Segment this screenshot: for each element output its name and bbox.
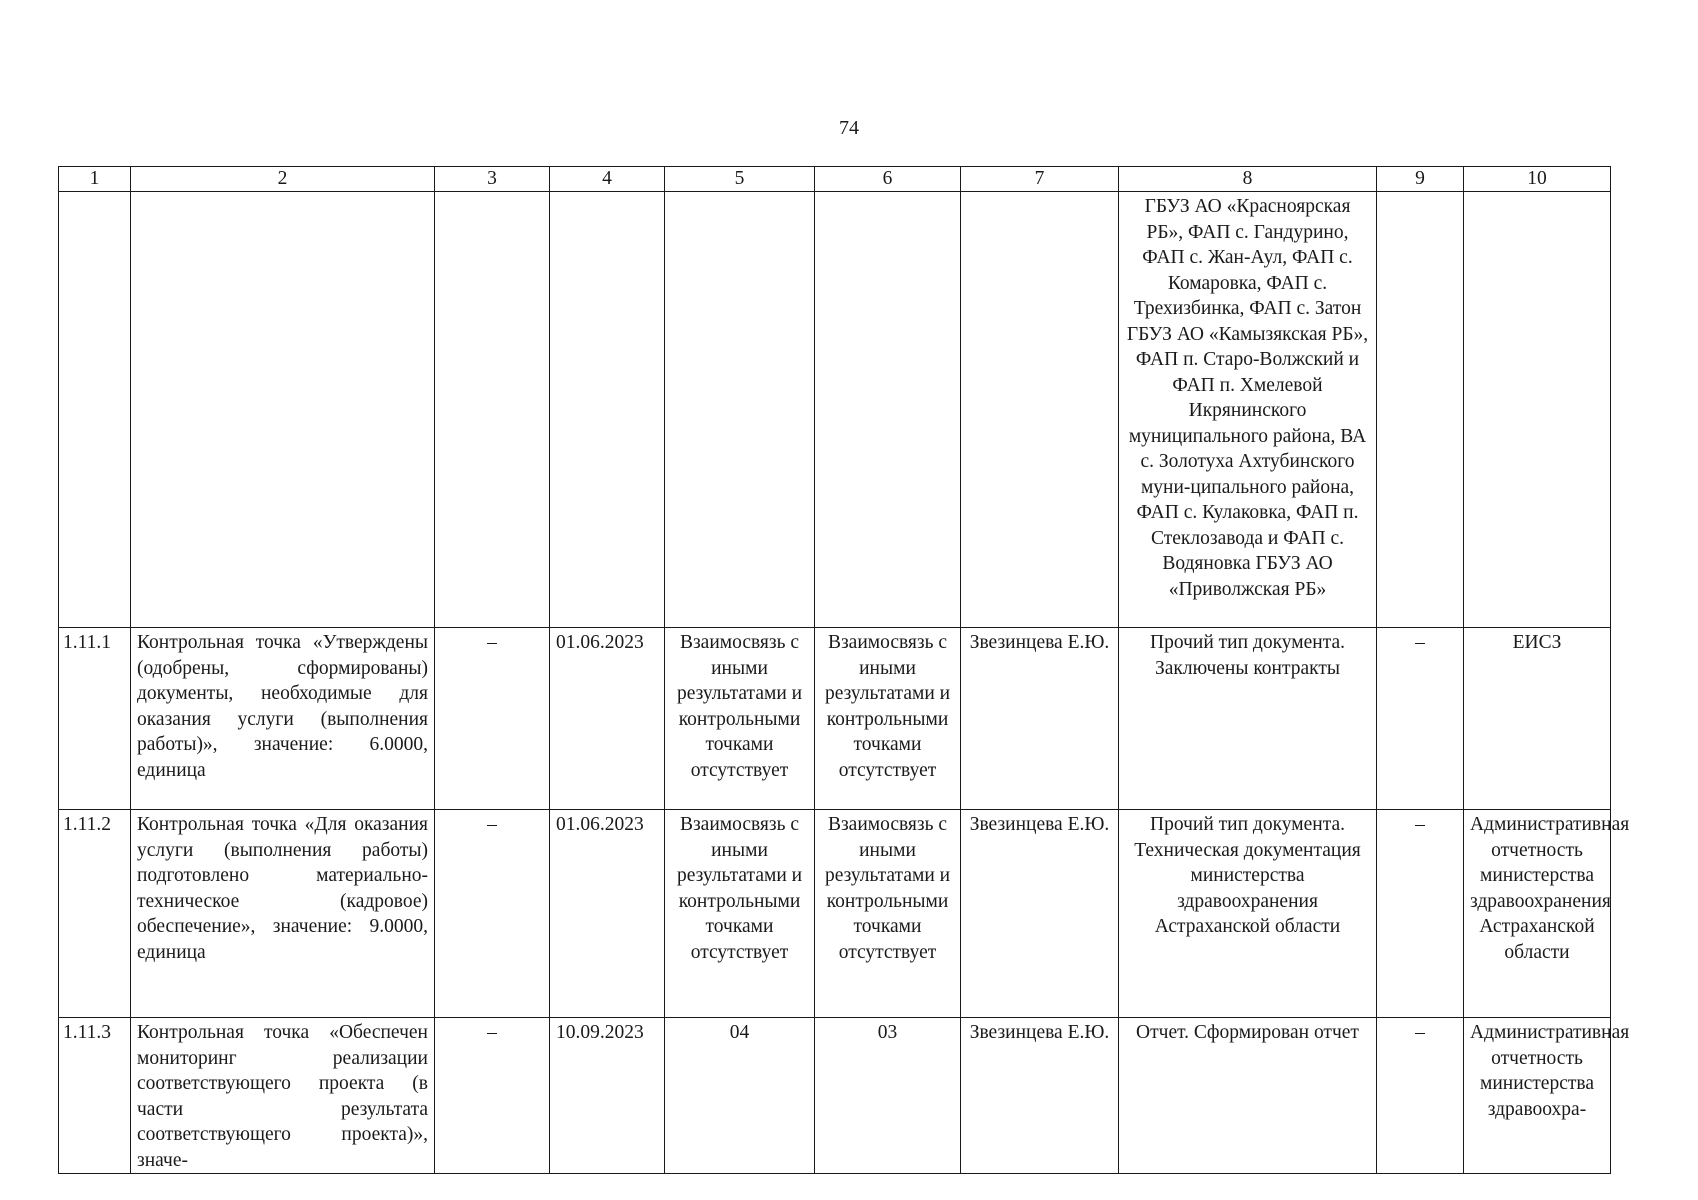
col3-value: – [435,1018,550,1174]
column-header-8: 8 [1119,167,1377,192]
column-header-4: 4 [550,167,665,192]
col9-value: – [1377,628,1464,810]
column-header-5: 5 [665,167,815,192]
responsible-person: Звезинцева Е.Ю. [961,810,1119,1018]
page-number: 74 [839,117,859,139]
column-header-6: 6 [815,167,961,192]
table-row [59,810,1611,1018]
row-number: 1.11.3 [59,1018,131,1174]
control-point-name: Контрольная точка «Для оказания услуги (выполнения работы) подготовлено материально-техническое (кадровое) обеспечение», значение: 9.0000, единица [131,810,435,1018]
document-type: Отчет. Сформирован отчет [1119,1018,1377,1174]
col9-value: – [1377,810,1464,1018]
column-header-7: 7 [961,167,1119,192]
control-point-name: Контрольная точка «Утверждены (одобрены, сформированы) документы, необходимые для оказания услуги (выполнения работы)», значение: 6.0000, единица [131,628,435,810]
document-type: Прочий тип документа. Заключены контракты [1119,628,1377,810]
date-cell: 10.09.2023 [550,1018,665,1174]
column-header-2: 2 [131,167,435,192]
information-system: Административная отчетность министерства здравоохранения Астраханской области [1464,810,1611,1018]
column-header-10: 10 [1464,167,1611,192]
document-type: Прочий тип документа. Техническая документация министерства здравоохранения Астраханской области [1119,810,1377,1018]
information-system: ЕИСЗ [1464,628,1611,810]
col6-value: Взаимосвязь с иными результатами и контрольными точками отсутствует [815,628,961,810]
row-number: 1.11.2 [59,810,131,1018]
control-point-name: Контрольная точка «Обеспечен мониторинг реализации соответствующего проекта (в части результата соответствующего проекта)», значе- [131,1018,435,1174]
col6-value: Взаимосвязь с иными результатами и контрольными точками отсутствует [815,810,961,1018]
col6-value: 03 [815,1018,961,1174]
col3-value: – [435,628,550,810]
table-row [59,1018,1611,1174]
information-system: Административная отчетность министерства здравоохра- [1464,1018,1611,1174]
column-header-9: 9 [1377,167,1464,192]
responsible-person: Звезинцева Е.Ю. [961,1018,1119,1174]
responsible-person: Звезинцева Е.Ю. [961,628,1119,810]
continuation-document-cell: ГБУЗ АО «Красноярская РБ», ФАП с. Гандурино, ФАП с. Жан-Аул, ФАП с. Комаровка, ФАП с. Трехизбинка, ФАП с. Затон ГБУЗ АО «Камызякская РБ», ФАП п. Старо-Волжский и ФАП п. Хмелевой Икрянинского муниципального района, ВА с. Золотуха Ахтубинского муни-ципального района, ФАП с. Кулаковка, ФАП п. Стеклозавода и ФАП с. Водяновка ГБУЗ АО «Приволжская РБ» [1119,192,1377,628]
column-header-1: 1 [59,167,131,192]
col3-value: – [435,810,550,1018]
col5-value: Взаимосвязь с иными результатами и контрольными точками отсутствует [665,810,815,1018]
column-number-row [59,167,1611,192]
col5-value: Взаимосвязь с иными результатами и контрольными точками отсутствует [665,628,815,810]
date-cell: 01.06.2023 [550,810,665,1018]
col9-value: – [1377,1018,1464,1174]
row-number: 1.11.1 [59,628,131,810]
continuation-row [59,192,1611,628]
column-header-3: 3 [435,167,550,192]
date-cell: 01.06.2023 [550,628,665,810]
col5-value: 04 [665,1018,815,1174]
plan-table [58,166,1630,1174]
table-row [59,628,1611,810]
